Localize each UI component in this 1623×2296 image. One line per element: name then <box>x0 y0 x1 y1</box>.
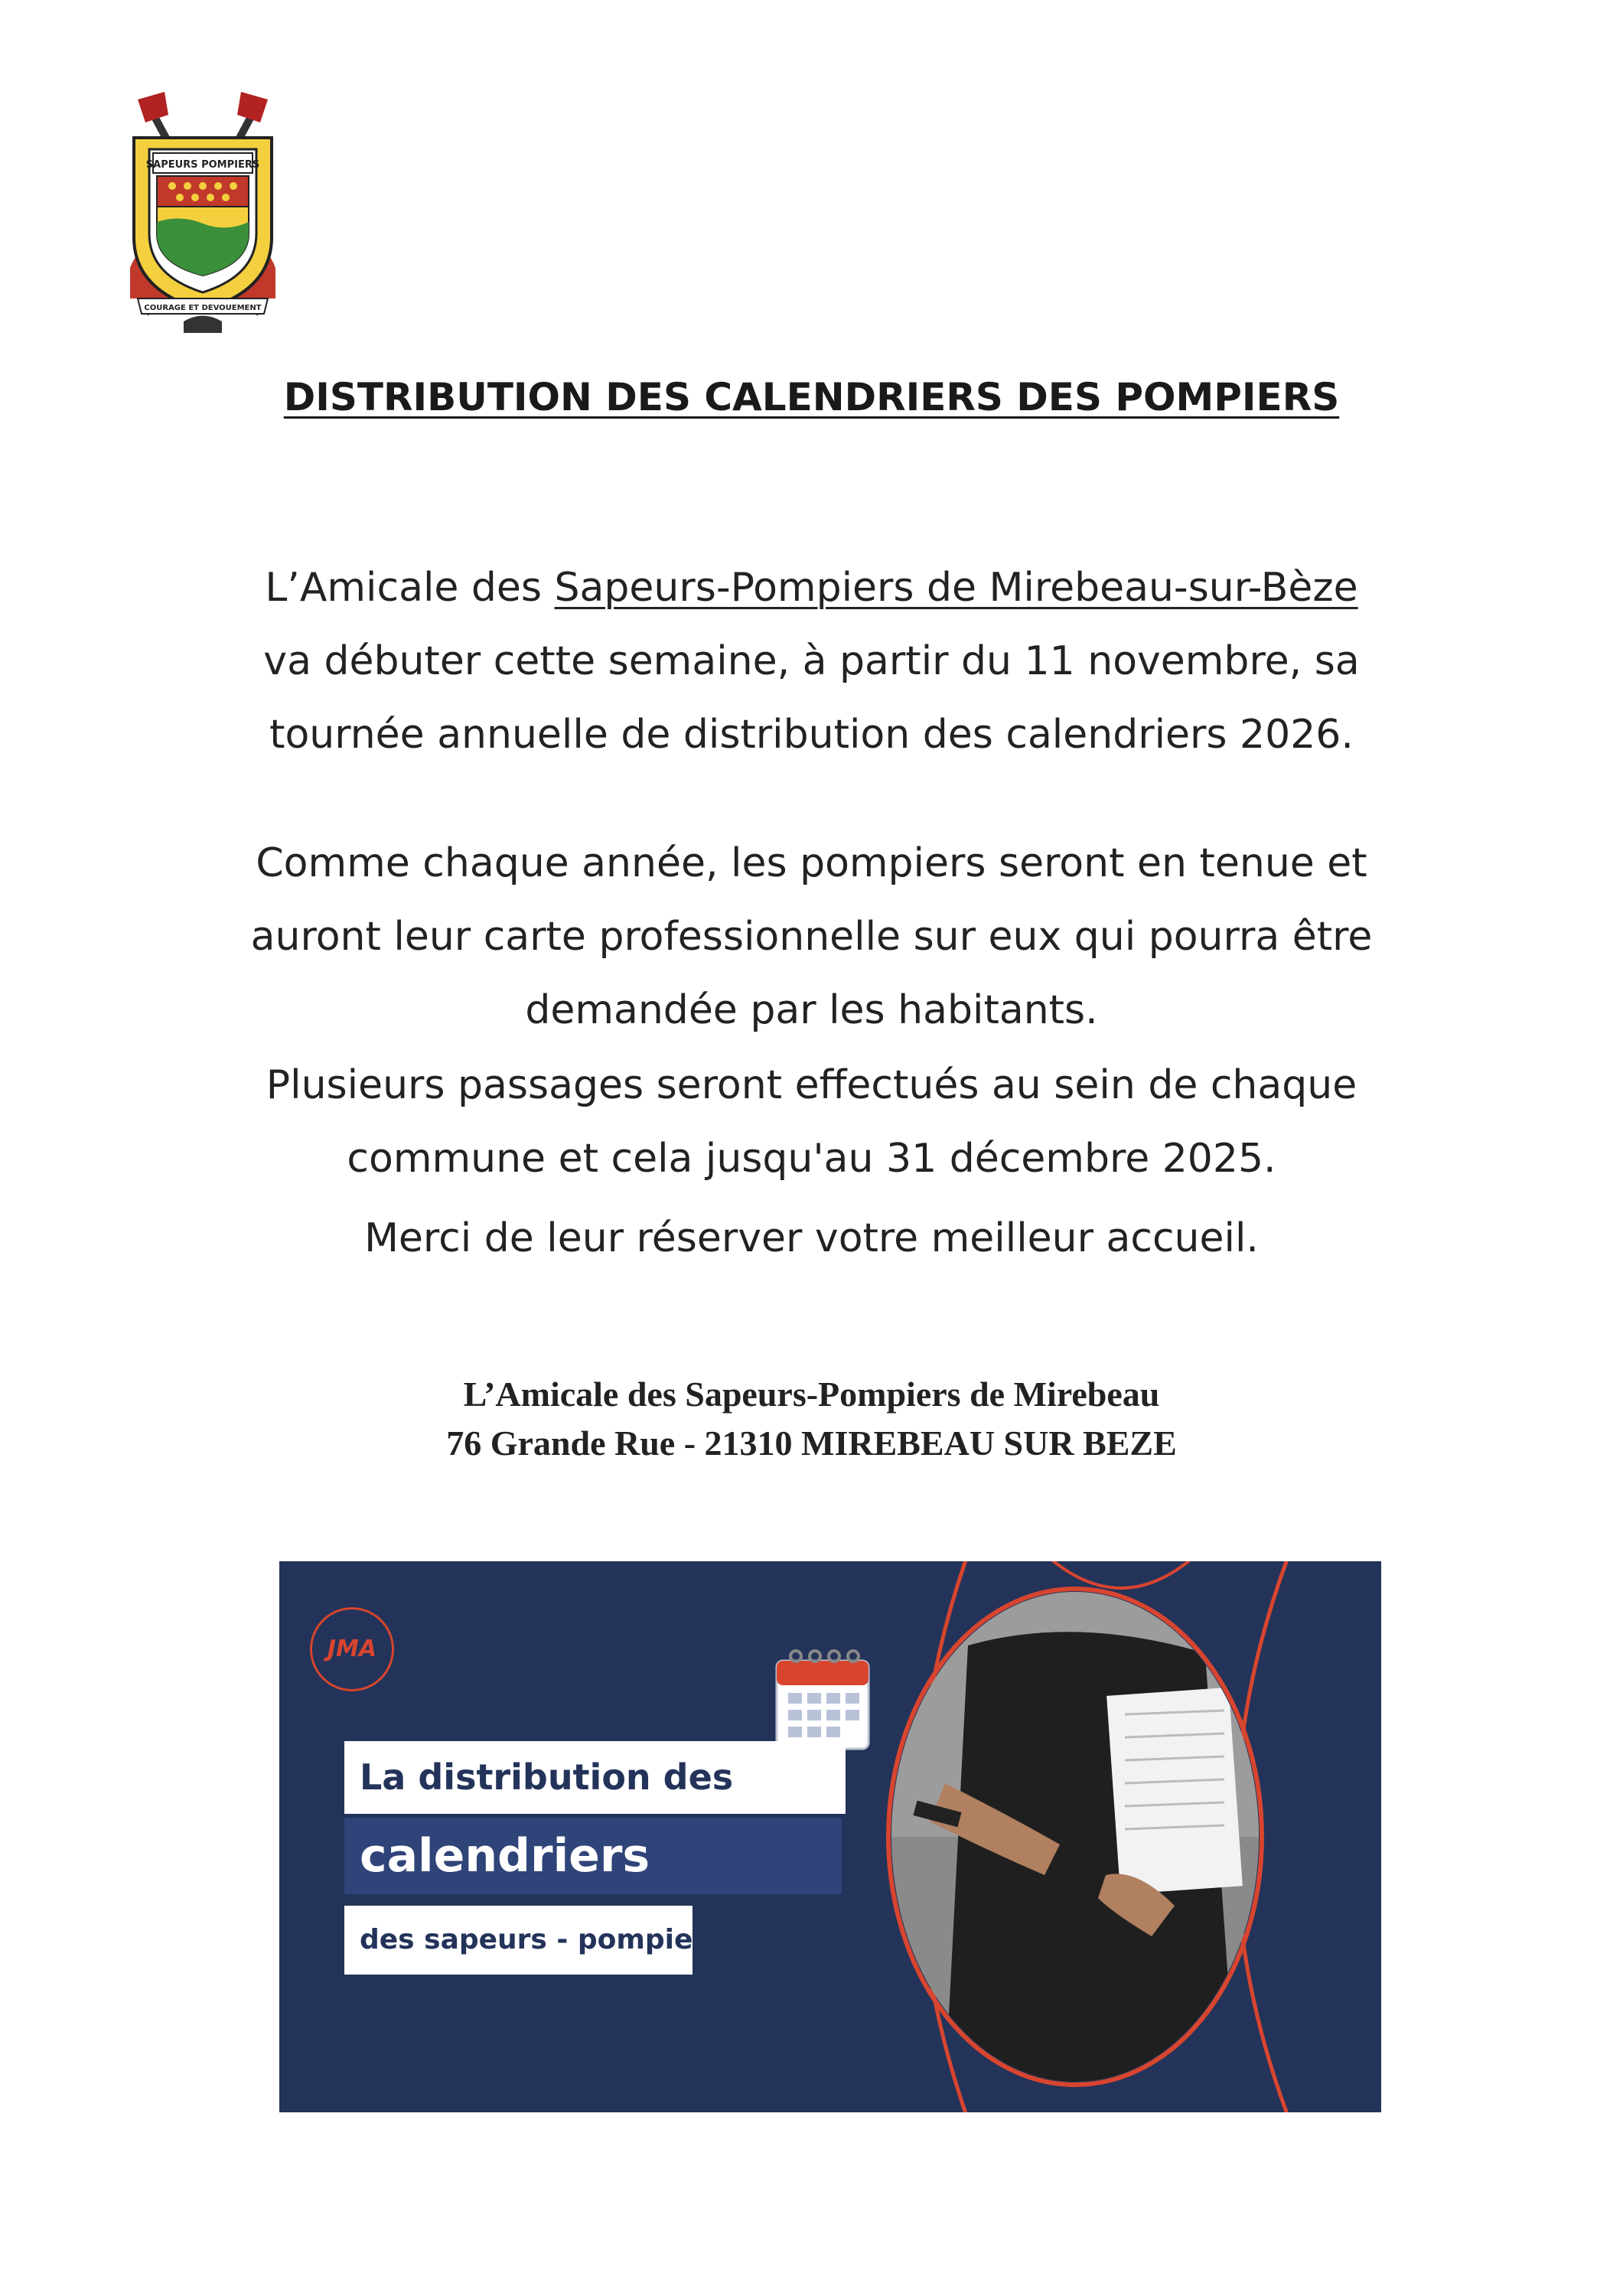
page-title-text: DISTRIBUTION DES CALENDRIERS DES POMPIERS <box>283 375 1340 419</box>
paragraph1-line1 <box>0 551 1623 625</box>
banner-label-calendriers: calendriers <box>344 1818 842 1894</box>
firefighter-photo <box>884 1584 1266 2089</box>
paragraph-thanks <box>0 1202 1623 1275</box>
jma-brand-logo: JMA <box>310 1607 394 1691</box>
paragraph1-prefix: L’Amicale des <box>265 565 555 611</box>
paragraph1-line2: va débuter cette semaine, à partir du 11 novembre, sa <box>263 638 1360 684</box>
paragraph4-line1: Merci de leur réserver votre meilleur accueil. <box>364 1215 1259 1261</box>
amicale-name-underlined: Sapeurs-Pompiers de Mirebeau-sur-Bèze <box>554 565 1358 611</box>
signature-line1: L’Amicale des Sapeurs-Pompiers de Mirebeau <box>463 1375 1160 1414</box>
paragraph2-line1: Comme chaque année, les pompiers seront en tenue et <box>256 840 1367 886</box>
promo-banner <box>279 1561 1381 2112</box>
paragraph3-line1: Plusieurs passages seront effectués au sein de chaque <box>266 1062 1357 1108</box>
calendar-icon <box>773 1645 872 1753</box>
banner-label-distribution: La distribution des <box>344 1741 846 1814</box>
paragraph2-line2: auront leur carte professionnelle sur eux qui pourra être <box>250 914 1373 960</box>
page-title <box>0 375 1623 419</box>
sapeurs-pompiers-crest-icon <box>115 92 291 337</box>
signature-line2: 76 Grande Rue - 21310 MIREBEAU SUR BEZE <box>446 1424 1177 1463</box>
banner-label-sapeurs-pompiers: des sapeurs - pompiers <box>344 1906 693 1975</box>
paragraph-announcement <box>0 551 1623 771</box>
paragraph-passages <box>0 1049 1623 1195</box>
paragraph-uniform <box>0 827 1623 1047</box>
paragraph3-line2: commune et cela jusqu'au 31 décembre 2025. <box>347 1136 1276 1182</box>
paragraph1-line3: tournée annuelle de distribution des calendriers 2026. <box>269 712 1354 758</box>
paragraph2-line3: demandée par les habitants. <box>525 987 1098 1033</box>
crest-bottom-text: COURAGE ET DEVOUEMENT <box>144 304 262 312</box>
crest-top-text: SAPEURS POMPIERS <box>145 159 260 171</box>
signature-block <box>0 1370 1623 1468</box>
